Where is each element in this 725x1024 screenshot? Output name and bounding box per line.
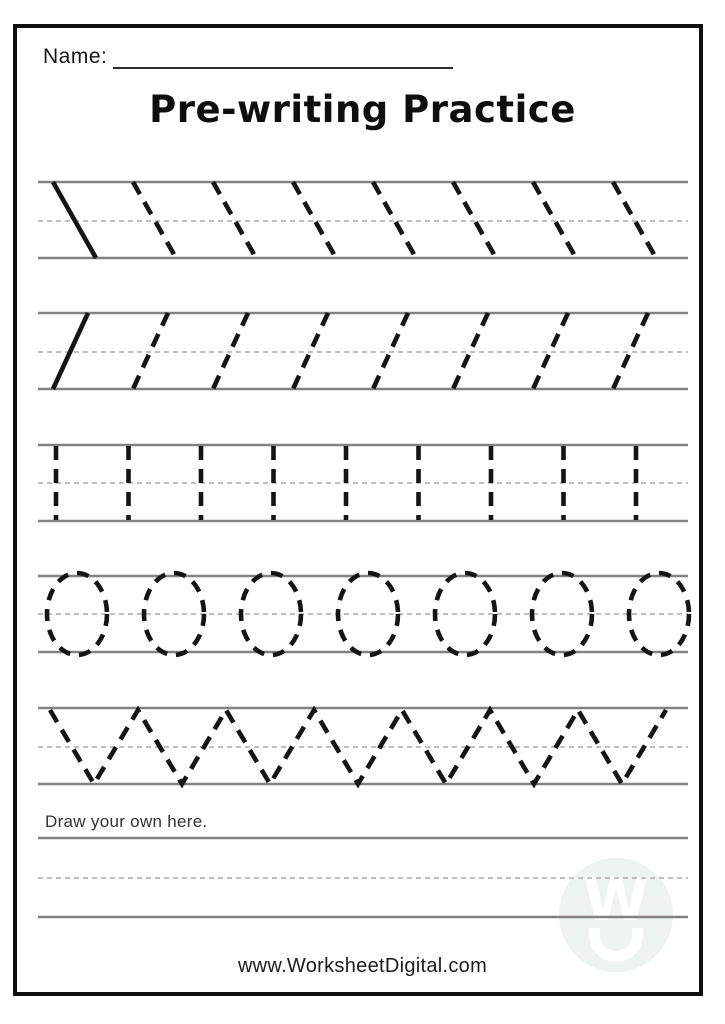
trace-stroke <box>213 182 256 258</box>
trace-stroke <box>373 313 408 389</box>
practice-row-slash <box>38 313 688 389</box>
name-blank-line <box>113 44 453 69</box>
practice-row-zigzag <box>38 708 688 784</box>
practice-row-oval <box>38 573 689 655</box>
page-title: Pre-writing Practice <box>149 88 576 131</box>
trace-stroke <box>53 182 96 258</box>
trace-stroke <box>453 313 488 389</box>
trace-stroke <box>133 182 176 258</box>
trace-stroke <box>613 182 656 258</box>
trace-stroke <box>293 182 336 258</box>
draw-your-own-label: Draw your own here. <box>45 812 208 831</box>
practice-row-backslash <box>38 182 688 258</box>
trace-stroke <box>53 313 88 389</box>
draw-your-own-band <box>38 838 688 917</box>
trace-stroke <box>533 313 568 389</box>
trace-stroke <box>133 313 168 389</box>
trace-stroke <box>373 182 416 258</box>
trace-stroke <box>213 313 248 389</box>
trace-stroke <box>453 182 496 258</box>
footer-url: www.WorksheetDigital.com <box>237 955 488 977</box>
watermark-letter: W <box>582 865 650 935</box>
trace-stroke <box>293 313 328 389</box>
trace-stroke <box>613 313 648 389</box>
practice-row-vertical <box>38 445 688 521</box>
name-label: Name: <box>43 45 108 68</box>
trace-stroke <box>533 182 576 258</box>
